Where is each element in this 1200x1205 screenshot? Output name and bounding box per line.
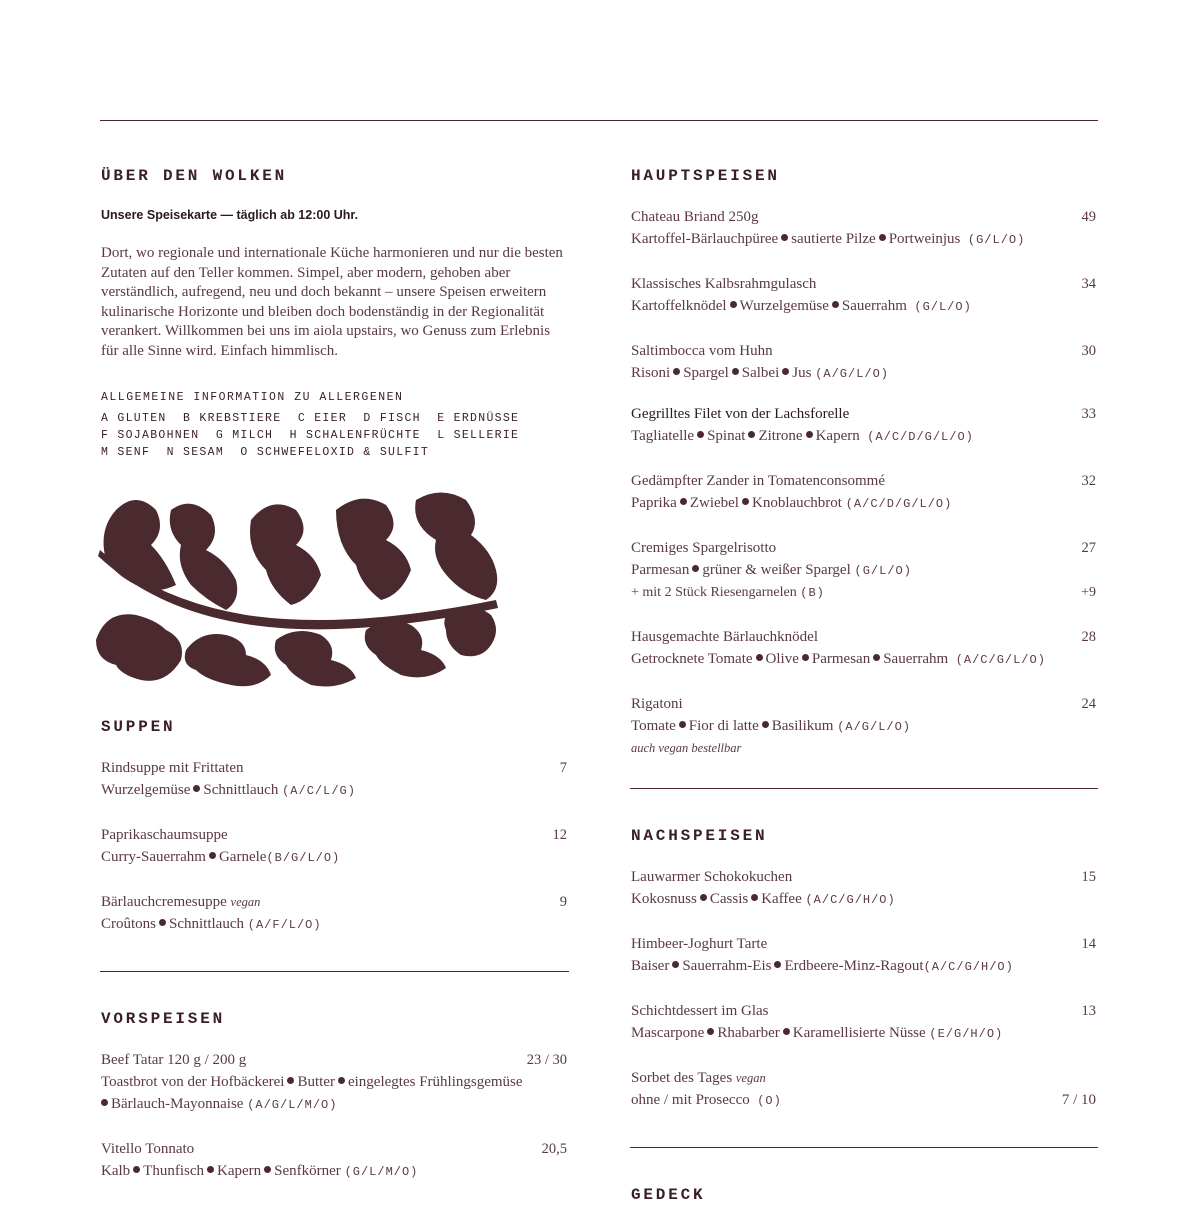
menu-item — [101, 1049, 569, 1116]
item-desc: Paprika Zwiebel Knoblauchbrot (A/C/D/G/L/O) — [631, 495, 953, 511]
item-desc: Tagliatelle Spinat Zitrone Kapern (A/C/D/G/L/O) — [631, 428, 974, 444]
item-price: 7 — [559, 760, 567, 776]
item-name: Klassisches Kalbsrahmgulasch — [631, 276, 817, 292]
item-name: Chateau Briand 250g — [631, 209, 759, 225]
item-price: 15 — [1081, 869, 1096, 885]
leaf-branch-icon — [96, 490, 506, 690]
suppen-heading: SUPPEN — [101, 718, 176, 736]
vorspeisen-section — [101, 1009, 569, 1205]
item-desc: Kartoffelknödel Wurzelgemüse Sauerrahm (G/L/O) — [631, 298, 972, 314]
menu-item — [101, 824, 569, 869]
item-price: 32 — [1081, 473, 1096, 489]
item-name: Cremiges Spargelrisotto — [631, 540, 777, 556]
item-desc: ohne / mit Prosecco (O) 7 / 10 — [631, 1092, 1096, 1108]
item-name: Schichtdessert im Glas — [631, 1003, 769, 1019]
menu-item — [631, 693, 1098, 758]
item-name: Rindsuppe mit Frittaten — [101, 760, 244, 776]
gedeck-section — [631, 1185, 1098, 1205]
item-price: 14 — [1081, 936, 1096, 952]
suppen-section — [101, 717, 569, 958]
item-desc: Getrocknete Tomate Olive Parmesan Sauerrahm (A/C/G/L/O) — [631, 651, 1046, 667]
item-price: 49 — [1081, 209, 1096, 225]
allergen-line: M SENF N SESAM O SCHWEFELOXID & SULFIT — [101, 446, 430, 459]
menu-item — [631, 866, 1098, 911]
item-name: Vitello Tonnato — [101, 1141, 195, 1157]
item-name: Paprikaschaumsuppe — [101, 827, 228, 843]
item-price: 20,5 — [541, 1141, 567, 1157]
hauptspeisen-section — [631, 166, 1098, 780]
item-name: Gegrilltes Filet von der Lachsforelle — [631, 406, 850, 422]
section-divider — [630, 1147, 1098, 1148]
intro-section — [101, 166, 569, 461]
item-desc: Kokosnuss Cassis Kaffee (A/C/G/H/O) — [631, 891, 896, 907]
item-desc: Kartoffel-Bärlauchpüree sautierte Pilze Portweinjus (G/L/O) — [631, 231, 1026, 247]
menu-item — [101, 891, 569, 936]
top-rule — [100, 120, 1098, 121]
item-desc: Risoni Spargel Salbei Jus (A/G/L/O) — [631, 365, 889, 381]
item-price: 33 — [1081, 406, 1096, 422]
menu-item — [631, 403, 1098, 448]
menu-item — [631, 933, 1098, 978]
intro-text: Dort, wo regionale und internationale Küche harmonieren und nur die besten Zutaten auf den Teller kommen. Simpel, aber modern, gehoben aber verständlich, aufregend, neu und doch bekannt – unsere Speisen erweitern kulinarische Horizonte und bleiben doch bodenständig in der Regionalität verankert. Willkommen bei uns im aiola upstairs, wo Genuss zum Erlebnis für alle Sinne wird. Einfach himmlisch. — [101, 245, 563, 359]
item-name: Lauwarmer Schokokuchen — [631, 869, 793, 885]
menu-item — [631, 340, 1098, 385]
item-name: Beef Tatar 120 g / 200 g — [101, 1052, 247, 1068]
menu-item — [631, 626, 1098, 671]
item-desc: Toastbrot von der Hofbäckerei Butter eingelegtes Frühlingsgemüse — [101, 1074, 523, 1090]
item-price: 12 — [552, 827, 567, 843]
nachspeisen-heading: NACHSPEISEN — [631, 827, 768, 845]
menu-item — [631, 273, 1098, 318]
allergen-line: F SOJABOHNEN G MILCH H SCHALENFRÜCHTE L SELLERIE — [101, 429, 520, 442]
item-price: 34 — [1081, 276, 1096, 292]
item-price: 9 — [559, 894, 567, 910]
nachspeisen-section — [631, 826, 1098, 1134]
hauptspeisen-heading: HAUPTSPEISEN — [631, 167, 780, 185]
item-desc: Mascarpone Rhabarber Karamellisierte Nüsse (E/G/H/O) — [631, 1025, 1004, 1041]
item-extra: + mit 2 Stück Riesengarnelen (B) +9 — [631, 585, 1096, 600]
menu-item — [631, 537, 1098, 604]
item-price: 13 — [1081, 1003, 1096, 1019]
vorspeisen-heading: VORSPEISEN — [101, 1010, 226, 1028]
item-desc: Bärlauch-Mayonnaise (A/G/L/M/O) — [101, 1093, 569, 1116]
item-desc: Wurzelgemüse Schnittlauch (A/C/L/G) — [101, 782, 356, 798]
menu-item — [101, 757, 569, 802]
item-desc: Croûtons Schnittlauch (A/F/L/O) — [101, 916, 322, 932]
intro-heading: ÜBER DEN WOLKEN — [101, 167, 288, 185]
gedeck-heading: GEDECK — [631, 1186, 706, 1204]
item-price: 30 — [1081, 343, 1096, 359]
section-divider — [100, 971, 569, 972]
item-name: Gedämpfter Zander in Tomatenconsommé — [631, 473, 886, 489]
allergen-line: A GLUTEN B KREBSTIERE C EIER D FISCH E ERDNÜSSE — [101, 412, 520, 425]
item-desc: Tomate Fior di latte Basilikum (A/G/L/O) — [631, 718, 911, 734]
item-price: 24 — [1081, 696, 1096, 712]
menu-item — [631, 470, 1098, 515]
menu-item — [101, 1138, 569, 1183]
item-name: Himbeer-Joghurt Tarte — [631, 936, 768, 952]
menu-tagline: Unsere Speisekarte — täglich ab 12:00 Uhr. — [101, 208, 359, 222]
menu-item — [631, 206, 1098, 251]
item-name: Rigatoni — [631, 696, 683, 712]
item-name: Sorbet des Tages vegan — [631, 1070, 766, 1086]
allergen-title: ALLGEMEINE INFORMATION ZU ALLERGENEN — [101, 391, 404, 404]
item-name: Hausgemachte Bärlauchknödel — [631, 629, 819, 645]
item-price: 27 — [1081, 540, 1096, 556]
item-desc: Curry-Sauerrahm Garnele(B/G/L/O) — [101, 849, 341, 865]
item-price: 23 / 30 — [526, 1052, 567, 1068]
item-note: auch vegan bestellbar — [631, 741, 742, 755]
menu-item — [631, 1067, 1098, 1112]
item-desc: Kalb Thunfisch Kapern Senfkörner (G/L/M/O) — [101, 1163, 419, 1179]
menu-item — [631, 1000, 1098, 1045]
item-desc: Parmesan grüner & weißer Spargel (G/L/O) — [631, 562, 912, 578]
item-price: 28 — [1081, 629, 1096, 645]
section-divider — [630, 788, 1098, 789]
item-name: Bärlauchcremesuppe vegan — [101, 894, 261, 910]
item-name: Saltimbocca vom Huhn — [631, 343, 773, 359]
item-desc: Baiser Sauerrahm-Eis Erdbeere-Minz-Ragout(A/C/G/H/O) — [631, 958, 1014, 974]
